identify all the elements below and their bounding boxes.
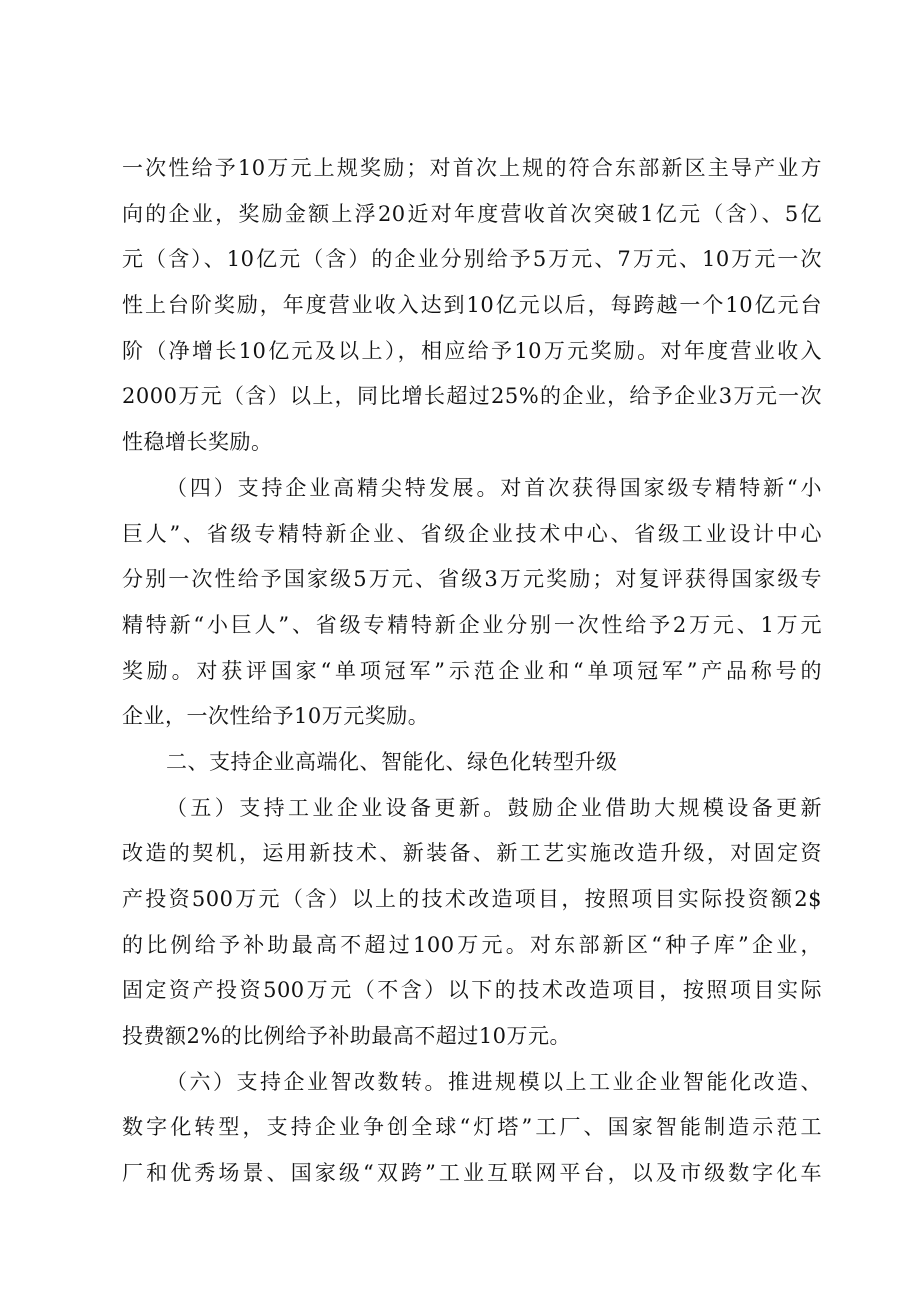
document-line: 产投资500万元（含）以上的技术改造项目，按照项目实际投资额2$ <box>122 887 822 911</box>
document-line: 投费额2%的比例给予补助最高不超过10万元。 <box>122 1024 572 1049</box>
document-line: 企业，一次性给予10万元奖励。 <box>122 704 430 729</box>
document-line: 向的企业，奖励金额上浮20近对年度营收首次突破1亿元（含）、5亿 <box>122 201 822 226</box>
document-line: 改造的契机，运用新技术、新装备、新工艺实施改造升级，对固定资 <box>122 841 822 866</box>
document-line: 一次性给予10万元上规奖励；对首次上规的符合东部新区主导产业方 <box>122 156 822 180</box>
document-line: 巨人”、省级专精特新企业、省级企业技术中心、省级工业设计中心 <box>122 521 822 546</box>
document-line: 分别一次性给予国家级5万元、省级3万元奖励；对复评获得国家级专 <box>122 567 822 592</box>
document-line: （四）支持企业高精尖特发展。对首次获得国家级专精特新“小 <box>166 475 822 500</box>
document-line: 数字化转型，支持企业争创全球“灯塔”工厂、国家智能制造示范工 <box>122 1115 822 1140</box>
document-line: 性上台阶奖励，年度营业收入达到10亿元以后，每跨越一个10亿元台 <box>122 293 822 318</box>
document-line: 元（含）、10亿元（含）的企业分别给予5万元、7万元、10万元一次 <box>122 247 822 272</box>
document-line: 固定资产投资500万元（不含）以下的技术改造项目，按照项目实际 <box>122 978 822 1003</box>
document-line: 性稳增长奖励。 <box>122 430 273 455</box>
document-line: 厂和优秀场景、国家级“双跨”工业互联网平台，以及市级数字化车 <box>122 1161 822 1186</box>
document-line: 奖励。对获评国家“单项冠军”示范企业和“单项冠军”产品称号的 <box>122 658 822 683</box>
document-line: （六）支持企业智改数转。推进规模以上工业企业智能化改造、 <box>166 1069 822 1094</box>
document-line: （五）支持工业企业设备更新。鼓励企业借助大规模设备更新 <box>166 795 822 820</box>
document-line: 2000万元（含）以上，同比增长超过25%的企业，给予企业3万元一次 <box>122 384 822 409</box>
document-line: 二、支持企业高端化、智能化、绿色化转型升级 <box>166 749 618 774</box>
document-body <box>122 146 822 1197</box>
document-line: 的比例给予补助最高不超过100万元。对东部新区“种子库”企业， <box>122 932 822 957</box>
document-line: 阶（净增长10亿元及以上），相应给予10万元奖励。对年度营业收入 <box>122 338 822 363</box>
document-line: 精特新“小巨人”、省级专精特新企业分别一次性给予2万元、1万元 <box>122 612 822 637</box>
